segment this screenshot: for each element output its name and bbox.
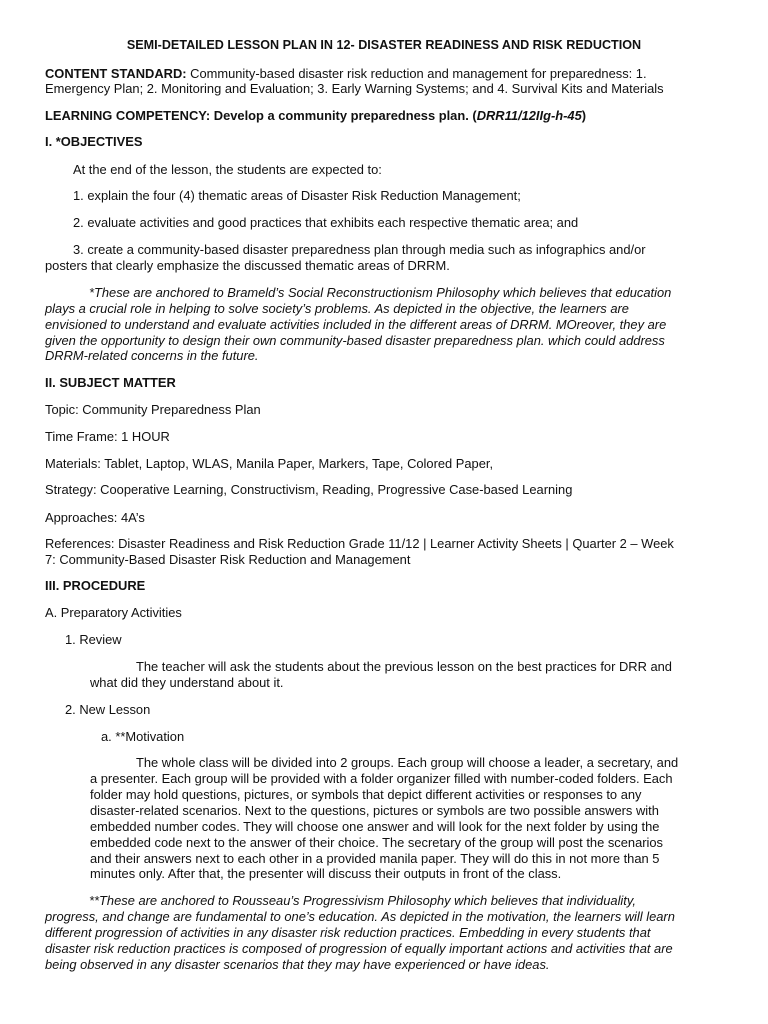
motivation-line: folder may hold questions, pictures, or symbols that depict different activities or responses to any: [90, 787, 642, 802]
time-frame: Time Frame: 1 HOUR: [45, 429, 170, 444]
approaches: Approaches: 4A’s: [45, 510, 145, 525]
motivation-line: embedded number codes. They will choose one answer and will look for the next folder by using the: [90, 819, 660, 834]
document-title: SEMI-DETAILED LESSON PLAN IN 12- DISASTER READINESS AND RISK REDUCTION: [126, 38, 642, 52]
preparatory-activities: A. Preparatory Activities: [45, 605, 182, 620]
motivation-line: embedded code next to the answer of their choice. The secretary of the group will post the scenarios: [90, 835, 664, 850]
objective-1: 1. explain the four (4) thematic areas of Disaster Risk Reduction Management;: [73, 188, 521, 203]
objective-3-line-1: 3. create a community-based disaster preparedness plan through media such as infographics and/or: [73, 242, 646, 257]
motivation-note-line: being observed in any disaster scenarios that they may have experienced or have ideas.: [45, 957, 550, 972]
motivation-note-line: **These are anchored to Rousseau’s Progressivism Philosophy which believes that individuality,: [89, 893, 636, 908]
motivation-line: disaster-related scenarios. Next to the questions, pictures or symbols are two possible answers with: [90, 803, 659, 818]
review-heading: 1. Review: [65, 632, 122, 647]
procedure-heading: III. PROCEDURE: [45, 578, 146, 593]
objectives-note-line: plays a crucial role in helping to solve society’s problems. As depicted in the objective, the learners are: [45, 301, 629, 316]
objectives-note-line: envisioned to understand and evaluate activities included in the different areas of DRRM. MOreover, they are: [45, 317, 667, 332]
competency-code: DRR11/12IIg-h-45: [476, 108, 582, 123]
new-lesson-heading: 2. New Lesson: [65, 702, 151, 717]
subject-matter-heading: II. SUBJECT MATTER: [45, 375, 176, 390]
content-standard-line-2: Emergency Plan; 2. Monitoring and Evaluation; 3. Early Warning Systems; and 4. Survival Kits and Materials: [45, 81, 664, 96]
objectives-note-line: given the opportunity to design their own community-based disaster preparedness plan. which could address: [45, 333, 665, 348]
competency-close: ): [581, 108, 587, 123]
objective-3-line-2: posters that clearly emphasize the discussed thematic areas of DRRM.: [45, 258, 450, 273]
references-line-1: References: Disaster Readiness and Risk Reduction Grade 11/12 | Learner Activity Sheets | Quarter 2 – Week: [45, 536, 674, 551]
content-standard-label: CONTENT STANDARD:: [45, 66, 187, 81]
strategy: Strategy: Cooperative Learning, Constructivism, Reading, Progressive Case-based Learning: [45, 482, 573, 497]
motivation-note-line: disaster risk reduction practices is composed of progression of equally important actions and activities that are: [45, 941, 673, 956]
objectives-heading: I. *OBJECTIVES: [45, 134, 143, 149]
motivation-line: The whole class will be divided into 2 groups. Each group will choose a leader, a secretary, and: [136, 755, 679, 770]
topic: Topic: Community Preparedness Plan: [45, 402, 261, 417]
motivation-line: minutes only. After that, the presenter will discuss their outputs in front of the class.: [90, 866, 562, 881]
review-text-line-1: The teacher will ask the students about the previous lesson on the best practices for DRR and: [136, 659, 672, 674]
motivation-note-line: different progression of activities in any disaster risk reduction practices. Embedding in every students that: [45, 925, 651, 940]
motivation-note-line: progress, and change are fundamental to one’s education. As depicted in the motivation, the learners will learn: [45, 909, 675, 924]
review-text-line-2: what did they understand about it.: [90, 675, 284, 690]
content-standard-line-1: [45, 66, 647, 81]
references-line-2: 7: Community-Based Disaster Risk Reduction and Management: [45, 552, 411, 567]
objective-2: 2. evaluate activities and good practices that exhibits each respective thematic area; and: [73, 215, 579, 230]
objectives-intro: At the end of the lesson, the students are expected to:: [73, 162, 382, 177]
motivation-line: a presenter. Each group will be provided with a folder organizer filled with number-coded folders. Each: [90, 771, 673, 786]
content-standard-text-1: Community-based disaster risk reduction and management for preparedness: 1.: [190, 66, 647, 81]
learning-competency-text: LEARNING COMPETENCY: Develop a community preparedness plan. (: [45, 108, 477, 123]
objectives-note-line: DRRM-related concerns in the future.: [45, 348, 259, 363]
learning-competency: [45, 108, 586, 123]
motivation-line: and their answers next to each other in a provided manila paper. They will do this in not more than 5: [90, 851, 660, 866]
motivation-heading: a. **Motivation: [101, 729, 185, 744]
objectives-note-line: *These are anchored to Brameld’s Social Reconstructionism Philosophy which believes that education: [89, 285, 672, 300]
materials: Materials: Tablet, Laptop, WLAS, Manila Paper, Markers, Tape, Colored Paper,: [45, 456, 494, 471]
